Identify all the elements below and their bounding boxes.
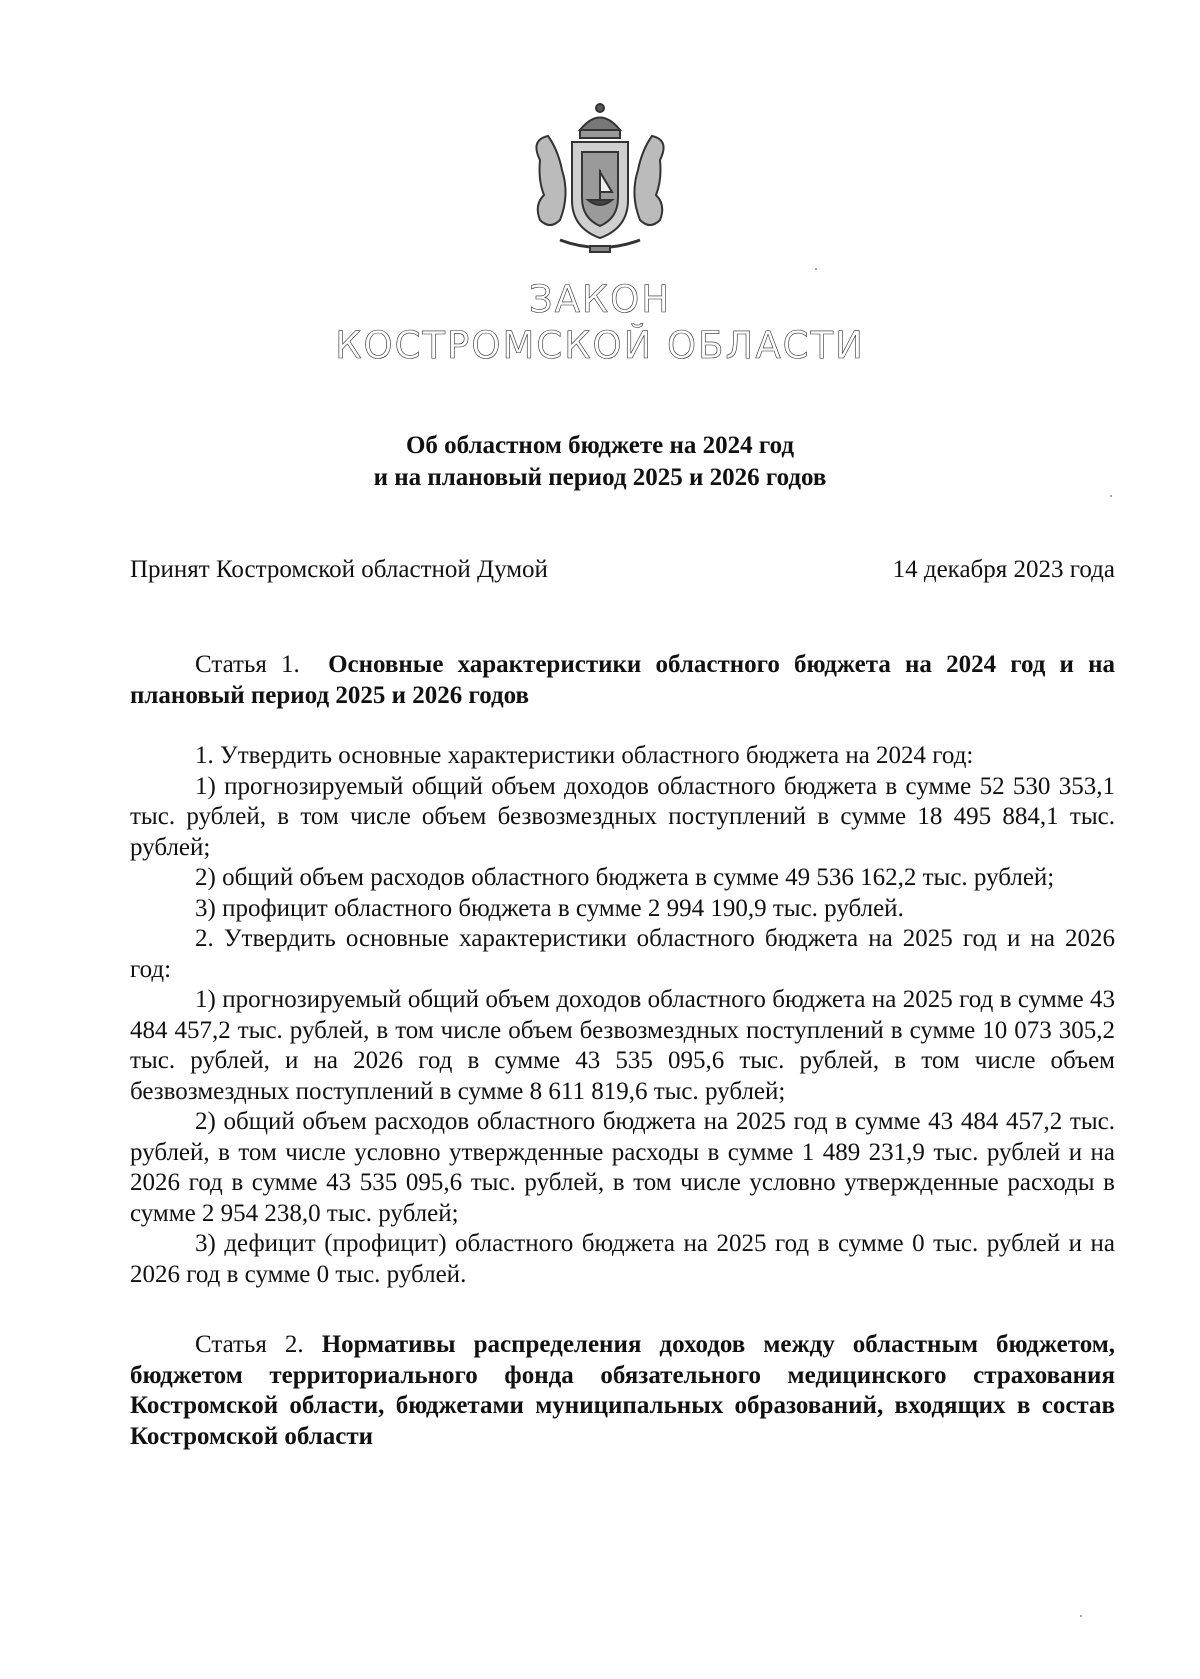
document-body xyxy=(130,650,1115,1452)
document-title xyxy=(0,430,1200,494)
article-1-paragraph: 1) прогнозируемый общий объем доходов областного бюджета в сумме 52 530 353,1 тыс. рублей, в том числе объем безвозмездных поступлений в сумме 18 495 884,1 тыс. рублей; xyxy=(130,772,1115,861)
article-1-paragraph: 2) общий объем расходов областного бюджета на 2025 год в сумме 43 484 457,2 тыс. рублей, в том числе условно утвержденные расходы в сумме 1 489 231,9 тыс. рублей и на 2026 год в сумме 43 535 095,6 тыс. рублей, в том числе условно утвержденные расходы в сумме 2 954 238,0 тыс. рублей; xyxy=(130,1108,1115,1227)
article-1-paragraph: 1) прогнозируемый общий объем доходов областного бюджета на 2025 год в сумме 43 484 457,2 тыс. рублей, в том числе объем безвозмездных поступлений в сумме 10 073 305,2 тыс. рублей, и на 2026 год в сумме 43 535 095,6 тыс. рублей, в том числе объем безвозмездных поступлений в сумме 8 611 819,6 тыс. рублей; xyxy=(130,986,1115,1105)
document-title-line2: и на плановый период 2025 и 2026 годов xyxy=(373,464,827,491)
article-1-paragraph: 2. Утвердить основные характеристики областного бюджета на 2025 год и на 2026 год: xyxy=(130,925,1115,983)
article-1-title: Основные характеристики областного бюджета на 2024 год и на плановый период 2025 и 2026 годов xyxy=(130,651,1115,709)
article-2-label: Статья 2. xyxy=(195,1331,304,1358)
law-region: КОСТРОМСКОЙ ОБЛАСТИ xyxy=(335,324,865,367)
article-2-heading xyxy=(130,1330,1115,1452)
law-title: ЗАКОН xyxy=(528,278,672,321)
adopted-date: 14 декабря 2023 года xyxy=(892,556,1115,583)
scan-speck xyxy=(1110,495,1112,497)
article-2-title: Нормативы распределения доходов между областным бюджетом, бюджетом территориального фонда обязательного медицинского страхования Костромской области, бюджетами муниципальных образований, входящих в состав Костромской области xyxy=(130,1331,1116,1450)
adopted-by: Принят Костромской областной Думой xyxy=(130,556,548,583)
adoption-info xyxy=(130,556,1115,584)
article-1-paragraph: 2) общий объем расходов областного бюджета в сумме 49 536 162,2 тыс. рублей; xyxy=(195,864,1055,891)
coat-of-arms-icon xyxy=(500,100,700,260)
scan-speck xyxy=(1080,1615,1082,1617)
article-1-paragraph: 3) дефицит (профицит) областного бюджета на 2025 год в сумме 0 тыс. рублей и на 2026 год в сумме 0 тыс. рублей. xyxy=(130,1230,1115,1288)
article-1-paragraph: 1. Утвердить основные характеристики областного бюджета на 2024 год: xyxy=(195,742,974,769)
article-1-paragraph: 3) профицит областного бюджета в сумме 2 994 190,9 тыс. рублей. xyxy=(195,894,904,922)
document-title-line1: Об областном бюджете на 2024 год xyxy=(405,432,795,459)
article-1-heading xyxy=(130,650,1115,711)
scan-speck xyxy=(815,268,817,270)
article-1-label: Статья 1. xyxy=(195,651,300,678)
